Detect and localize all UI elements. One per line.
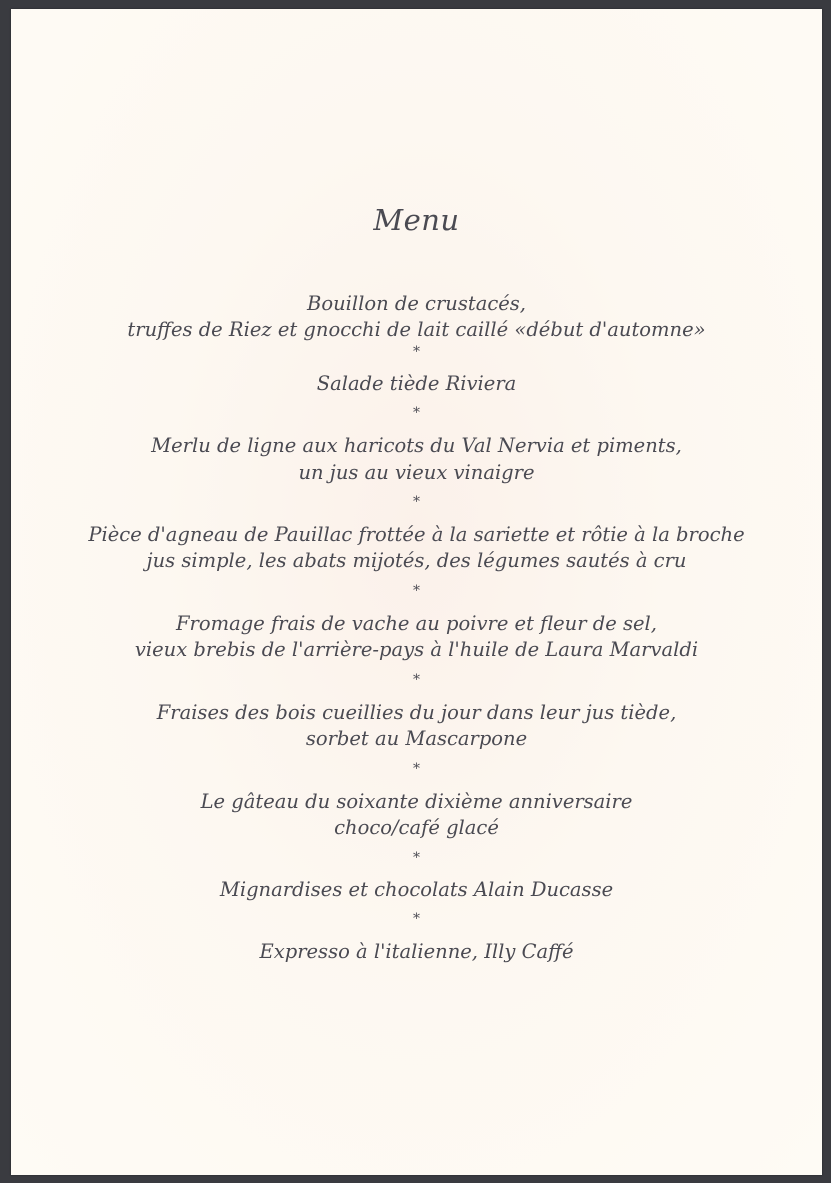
- course-7-line-2: choco/café glacé: [334, 816, 499, 839]
- course-1-line-2: truffes de Riez et gnocchi de lait caillé «début d'automne»: [127, 318, 706, 341]
- separator-7: *: [413, 850, 420, 866]
- course-8-line-1: Mignardises et chocolats Alain Ducasse: [219, 878, 614, 901]
- separator-1: *: [413, 344, 420, 360]
- course-1-line-1: Bouillon de crustacés,: [307, 292, 526, 315]
- course-6-line-1: Fraises des bois cueillies du jour dans leur jus tiède,: [156, 701, 677, 724]
- separator-4: *: [413, 583, 420, 599]
- course-2-line-1: Salade tiède Riviera: [316, 372, 517, 395]
- course-7-line-1: Le gâteau du soixante dixième anniversaire: [200, 790, 633, 813]
- course-3-line-2: un jus au vieux vinaigre: [298, 461, 535, 484]
- separator-2: *: [413, 405, 420, 421]
- menu-title: Menu: [373, 203, 460, 237]
- separator-3: *: [413, 494, 420, 510]
- course-6-line-2: sorbet au Mascarpone: [305, 727, 528, 750]
- separator-6: *: [413, 761, 420, 777]
- separator-8: *: [413, 911, 420, 927]
- course-4-line-2: jus simple, les abats mijotés, des légumes sautés à cru: [146, 549, 687, 572]
- course-4-line-1: Pièce d'agneau de Pauillac frottée à la sariette et rôtie à la broche: [88, 523, 745, 546]
- separator-5: *: [413, 672, 420, 688]
- course-5-line-2: vieux brebis de l'arrière-pays à l'huile de Laura Marvaldi: [134, 638, 699, 661]
- course-5-line-1: Fromage frais de vache au poivre et fleur de sel,: [176, 612, 657, 635]
- menu-card: [11, 9, 822, 1175]
- course-3-line-1: Merlu de ligne aux haricots du Val Nervia et piments,: [151, 434, 682, 457]
- course-9-line-1: Expresso à l'italienne, Illy Caffé: [259, 940, 574, 963]
